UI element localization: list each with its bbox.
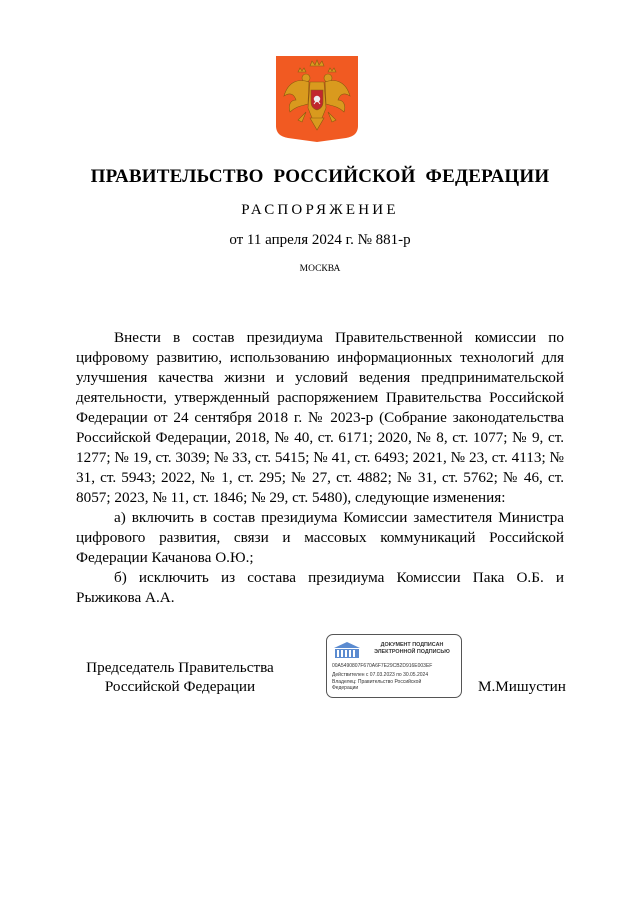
stamp-title-line-1: ДОКУМЕНТ ПОДПИСАН	[380, 642, 444, 648]
signatory-role	[80, 658, 280, 696]
stamp-title-line-2: ЭЛЕКТРОННОЙ ПОДПИСЬЮ	[374, 649, 450, 655]
stamp-validity: Действителен с 07.03.2023 по 30.05.2024	[332, 672, 429, 678]
stamp-title	[365, 642, 459, 656]
signatory-name: М.Мишустин	[478, 678, 566, 695]
amendment-item-b: б) исключить из состава президиума Комиссии Пака О.Б. и Рыжикова А.А.	[76, 569, 564, 606]
body-paragraph: Внести в состав президиума Правительственной комиссии по цифровому развитию, использованию информационных технологий для улучшения качества жизни и условий ведения предпринимательской деятельности, утвержденный распоряжением Правительства Российской Федерации от 24 сентября 2018 г. № 2023-р (Собрание законодательства Российской Федерации, 2018, № 40, ст. 6171; 2020, № 8, ст. 1077; № 9, ст. 1277; № 19, ст. 3039; № 33, ст. 5415; № 41, ст. 6493; 2021, № 23, ст. 4113; № 31, ст. 5943; 2022, № 1, ст. 295; № 27, ст. 4882; № 31, ст. 5762; № 46, ст. 8057; 2023, № 11, ст. 1846; № 29, ст. 5480), следующие изменения:	[76, 329, 564, 506]
signatory-role-line-1: Председатель Правительства	[86, 659, 274, 676]
amendment-item-a: а) включить в состав президиума Комиссии заместителя Министра цифрового развития, связи и массовых коммуникаций Российской Федерации Качанова О.Ю.;	[76, 509, 564, 566]
electronic-signature-stamp	[326, 634, 462, 698]
signatory-role-line-2: Российской Федерации	[104, 678, 256, 695]
stamp-owner-line-2: Федерации	[332, 685, 359, 691]
stamp-owner-line-1: Владелец: Правительство Российской	[332, 679, 422, 685]
coat-of-arms-icon	[276, 56, 358, 142]
government-building-icon	[332, 640, 362, 660]
government-title: ПРАВИТЕЛЬСТВО РОССИЙСКОЙ ФЕДЕРАЦИИ	[90, 166, 550, 187]
document-type: РАСПОРЯЖЕНИЕ	[241, 202, 399, 218]
document-date-number: от 11 апреля 2024 г. № 881-р	[229, 232, 411, 248]
stamp-certificate: 00A5490807F670A6F7E29CB2D916E003EF	[332, 663, 433, 669]
document-body	[76, 328, 564, 608]
document-city: МОСКВА	[299, 264, 341, 274]
